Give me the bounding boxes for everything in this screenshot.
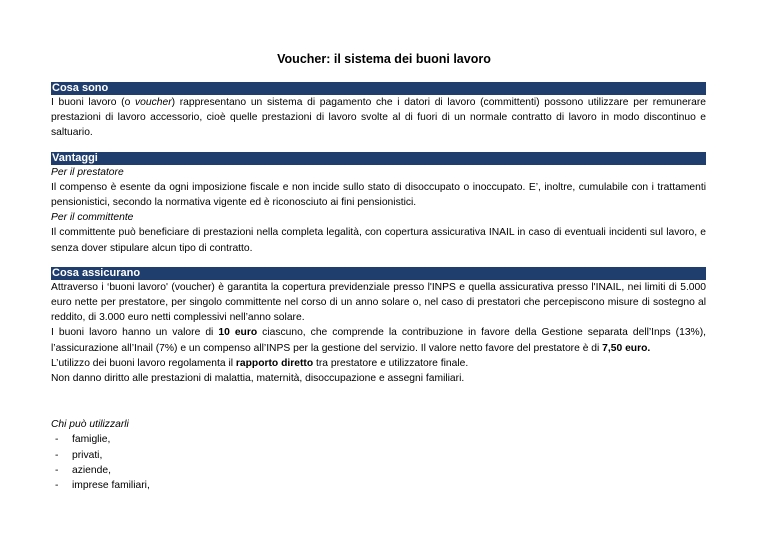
cosa-sono-paragraph: I buoni lavoro (o voucher) rappresentano un sistema di pagamento che i datori di lavoro (committenti) possono utilizzare per remunerare prestazioni di lavoro accessorio, cioè quelle prestazioni di lavoro svolte al di fuori di un normale contratto di lavoro in modo discontinuo e saltuario. <box>51 97 706 139</box>
list-item: - aziende, <box>55 464 111 476</box>
document-body <box>51 82 706 493</box>
vantaggi-subheading-committente: Per il committente <box>51 212 134 224</box>
chi-subheading: Chi può utilizzarli <box>51 419 129 431</box>
section-heading-cosa-assicurano: Cosa assicurano <box>51 267 706 280</box>
list-item: - privati, <box>55 449 103 461</box>
vantaggi-subheading-prestatore: Per il prestatore <box>51 166 124 178</box>
section-heading-cosa-sono: Cosa sono <box>51 82 706 95</box>
list-item: - imprese familiari, <box>55 480 150 492</box>
cosa-assicurano-paragraph-3: L’utilizzo dei buoni lavoro regolamenta il rapporto diretto tra prestatore e utilizzatore finale. <box>51 357 469 369</box>
vantaggi-paragraph-committente: Il committente può beneficiare di prestazioni nella completa legalità, con copertura assicurativa INAIL in caso di eventuali incidenti sul lavoro, e senza dover stipulare alcun tipo di contratto. <box>51 227 706 254</box>
page-title: Voucher: il sistema dei buoni lavoro <box>277 52 491 66</box>
list-item: - famiglie, <box>55 434 111 446</box>
vantaggi-paragraph-prestatore: Il compenso è esente da ogni imposizione fiscale e non incide sullo stato di disoccupato o inoccupato. E’, inoltre, cumulabile con i trattamenti pensionistici, secondo la normativa vigente ed è riconosciuto ai fini pensionistici. <box>51 181 706 209</box>
chi-list <box>51 432 706 493</box>
cosa-assicurano-paragraph-1: Attraverso i ‘buoni lavoro' (voucher) è garantita la copertura previdenziale presso l'INPS e quella assicurativa presso l'INAIL, nei limiti di 5.000 euro nette per prestatore, per singolo committente nel corso di un anno solare o, nel caso di prestatori che percepiscono misure di sostegno al reddito, di 3.000 euro netti complessivi nell’anno solare. <box>51 281 706 324</box>
cosa-assicurano-paragraph-2: I buoni lavoro hanno un valore di 10 euro ciascuno, che comprende la contribuzione in favore della Gestione separata dell’Inps (13%), l’assicurazione all’Inail (7%) e un compenso all’INPS per la gestione del servizio. Il valore netto favore del prestatore è di 7,50 euro. <box>51 327 706 354</box>
cosa-assicurano-paragraph-4: Non danno diritto alle prestazioni di malattia, maternità, disoccupazione e assegni familiari. <box>51 373 465 385</box>
section-heading-vantaggi: Vantaggi <box>51 152 706 165</box>
